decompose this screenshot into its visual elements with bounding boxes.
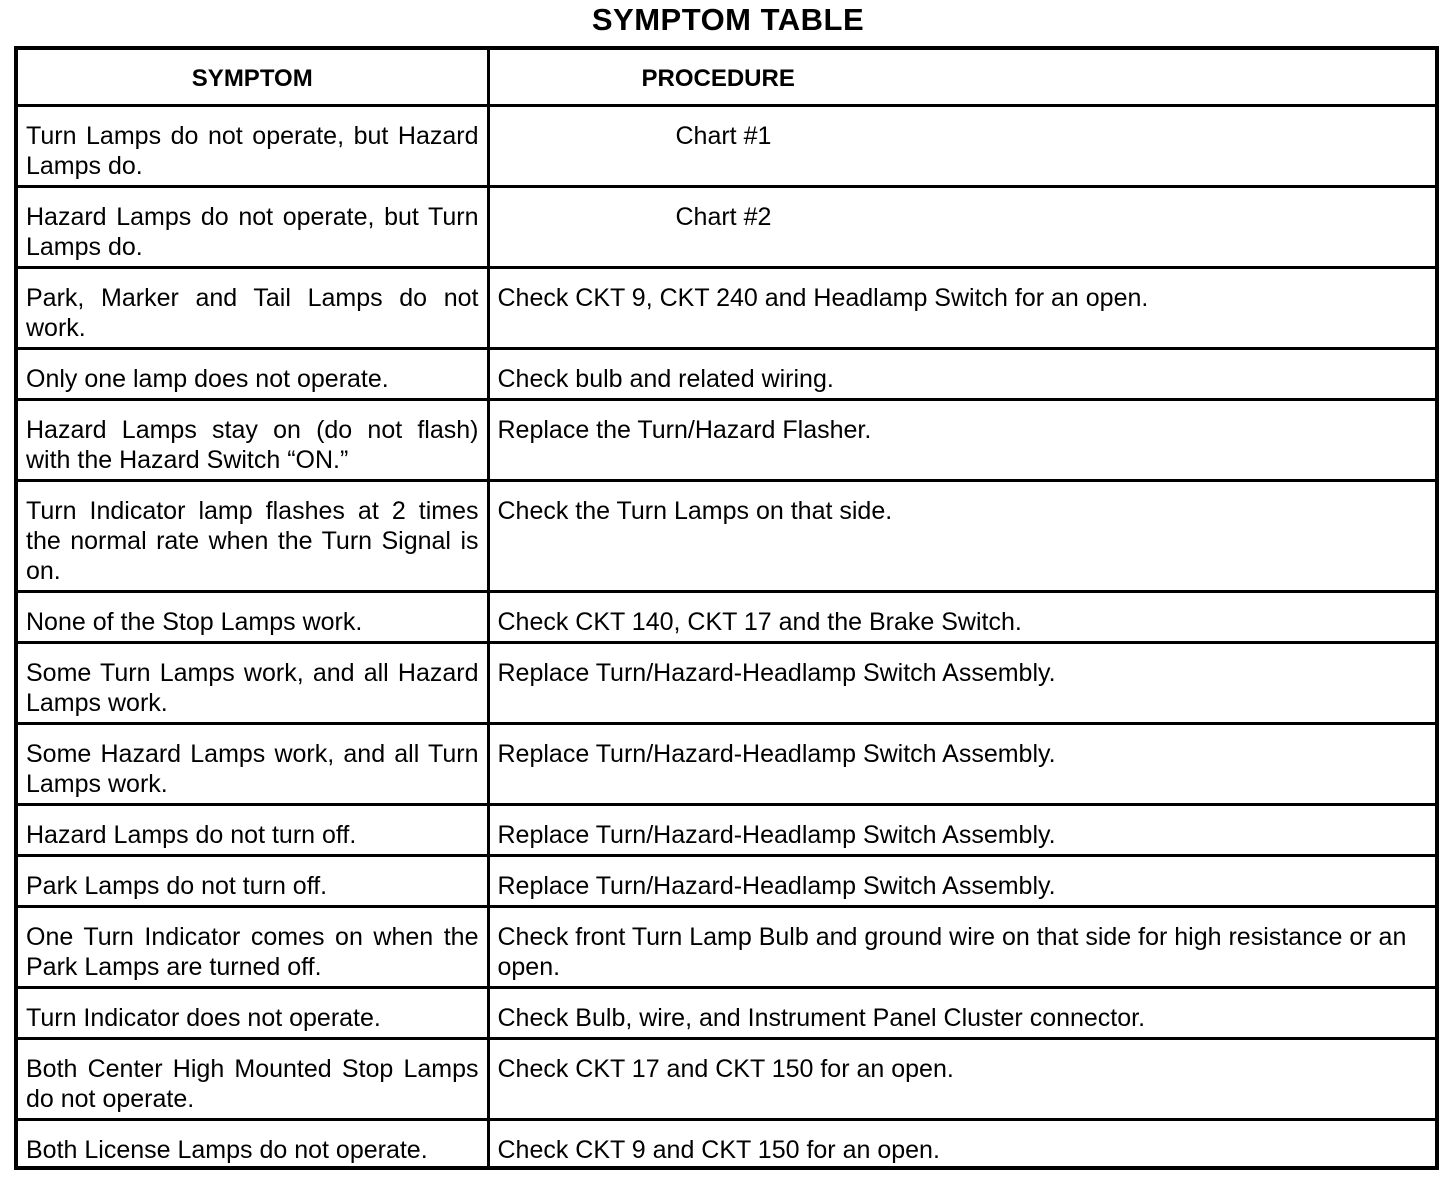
procedure-cell: Check Bulb, wire, and Instrument Panel Cluster connector. bbox=[488, 988, 1435, 1039]
table-row bbox=[18, 106, 1435, 187]
procedure-cell: Chart #2 bbox=[488, 187, 1435, 268]
symptom-cell: One Turn Indicator comes on when the Park Lamps are turned off. bbox=[18, 907, 488, 988]
procedure-cell: Replace Turn/Hazard-Headlamp Switch Assembly. bbox=[488, 724, 1435, 805]
procedure-cell: Check front Turn Lamp Bulb and ground wire on that side for high resistance or an open. bbox=[488, 907, 1435, 988]
table-row bbox=[18, 643, 1435, 724]
table-row bbox=[18, 724, 1435, 805]
table-row bbox=[18, 481, 1435, 592]
symptom-cell: None of the Stop Lamps work. bbox=[18, 592, 488, 643]
symptom-cell: Both Center High Mounted Stop Lamps do not operate. bbox=[18, 1039, 488, 1120]
procedure-cell: Replace Turn/Hazard-Headlamp Switch Assembly. bbox=[488, 856, 1435, 907]
symptom-cell: Turn Lamps do not operate, but Hazard Lamps do. bbox=[18, 106, 488, 187]
table-row bbox=[18, 856, 1435, 907]
symptom-cell: Hazard Lamps do not operate, but Turn Lamps do. bbox=[18, 187, 488, 268]
procedure-cell: Replace Turn/Hazard-Headlamp Switch Assembly. bbox=[488, 805, 1435, 856]
procedure-cell: Check the Turn Lamps on that side. bbox=[488, 481, 1435, 592]
page-title: SYMPTOM TABLE bbox=[591, 2, 865, 37]
symptom-table bbox=[18, 50, 1435, 1170]
symptom-table-frame bbox=[14, 46, 1439, 1170]
procedure-cell: Replace Turn/Hazard-Headlamp Switch Assembly. bbox=[488, 643, 1435, 724]
table-row bbox=[18, 1039, 1435, 1120]
symptom-cell: Some Turn Lamps work, and all Hazard Lamps work. bbox=[18, 643, 488, 724]
table-row bbox=[18, 268, 1435, 349]
table-header-row bbox=[18, 50, 1435, 106]
column-header-procedure: PROCEDURE bbox=[488, 50, 1435, 106]
column-header-symptom: SYMPTOM bbox=[18, 50, 488, 106]
symptom-cell: Park Lamps do not turn off. bbox=[18, 856, 488, 907]
procedure-cell: Replace the Turn/Hazard Flasher. bbox=[488, 400, 1435, 481]
symptom-cell: Turn Indicator does not operate. bbox=[18, 988, 488, 1039]
symptom-cell: Park, Marker and Tail Lamps do not work. bbox=[18, 268, 488, 349]
table-row bbox=[18, 592, 1435, 643]
symptom-cell: Turn Indicator lamp flashes at 2 times the normal rate when the Turn Signal is on. bbox=[18, 481, 488, 592]
table-row bbox=[18, 805, 1435, 856]
symptom-cell: Only one lamp does not operate. bbox=[18, 349, 488, 400]
symptom-cell: Hazard Lamps stay on (do not flash) with the Hazard Switch “ON.” bbox=[18, 400, 488, 481]
table-row bbox=[18, 1120, 1435, 1170]
symptom-cell: Both License Lamps do not operate. bbox=[18, 1120, 488, 1170]
procedure-cell: Check bulb and related wiring. bbox=[488, 349, 1435, 400]
table-row bbox=[18, 187, 1435, 268]
procedure-cell: Check CKT 9 and CKT 150 for an open. bbox=[488, 1120, 1435, 1170]
procedure-cell: Check CKT 9, CKT 240 and Headlamp Switch for an open. bbox=[488, 268, 1435, 349]
procedure-cell: Check CKT 140, CKT 17 and the Brake Switch. bbox=[488, 592, 1435, 643]
symptom-cell: Some Hazard Lamps work, and all Turn Lamps work. bbox=[18, 724, 488, 805]
symptom-cell: Hazard Lamps do not turn off. bbox=[18, 805, 488, 856]
table-row bbox=[18, 349, 1435, 400]
procedure-cell: Chart #1 bbox=[488, 106, 1435, 187]
table-row bbox=[18, 400, 1435, 481]
table-row bbox=[18, 988, 1435, 1039]
table-row bbox=[18, 907, 1435, 988]
procedure-cell: Check CKT 17 and CKT 150 for an open. bbox=[488, 1039, 1435, 1120]
